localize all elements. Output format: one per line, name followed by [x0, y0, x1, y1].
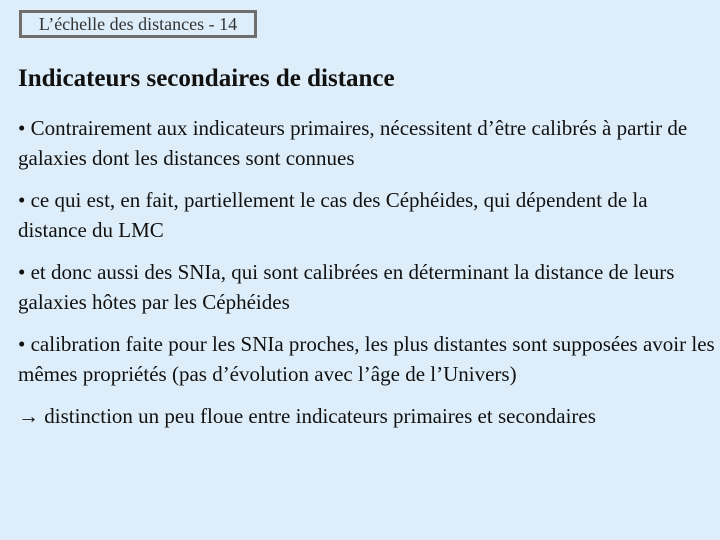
slide-header-label [19, 10, 257, 38]
slide-content [18, 114, 718, 432]
bullet-item: • calibration faite pour les SNIa proches, les plus distantes sont supposées avoir les mêmes propriétés (pas d’évolution avec l’âge de l’Univers) [18, 332, 715, 386]
slide-title: Indicateurs secondaires de distance [18, 65, 395, 92]
conclusion-line: → distinction un peu floue entre indicateurs primaires et secondaires [18, 404, 596, 428]
bullet-item: • Contrairement aux indicateurs primaires, nécessitent d’être calibrés à partir de galaxies dont les distances sont connues [18, 116, 688, 170]
header-label-text: L’échelle des distances - 14 [38, 13, 238, 34]
bullet-item: • ce qui est, en fait, partiellement le cas des Céphéides, qui dépendent de la distance du LMC [18, 188, 648, 242]
bullet-item: • et donc aussi des SNIa, qui sont calibrées en déterminant la distance de leurs galaxies hôtes par les Céphéides [18, 260, 675, 314]
